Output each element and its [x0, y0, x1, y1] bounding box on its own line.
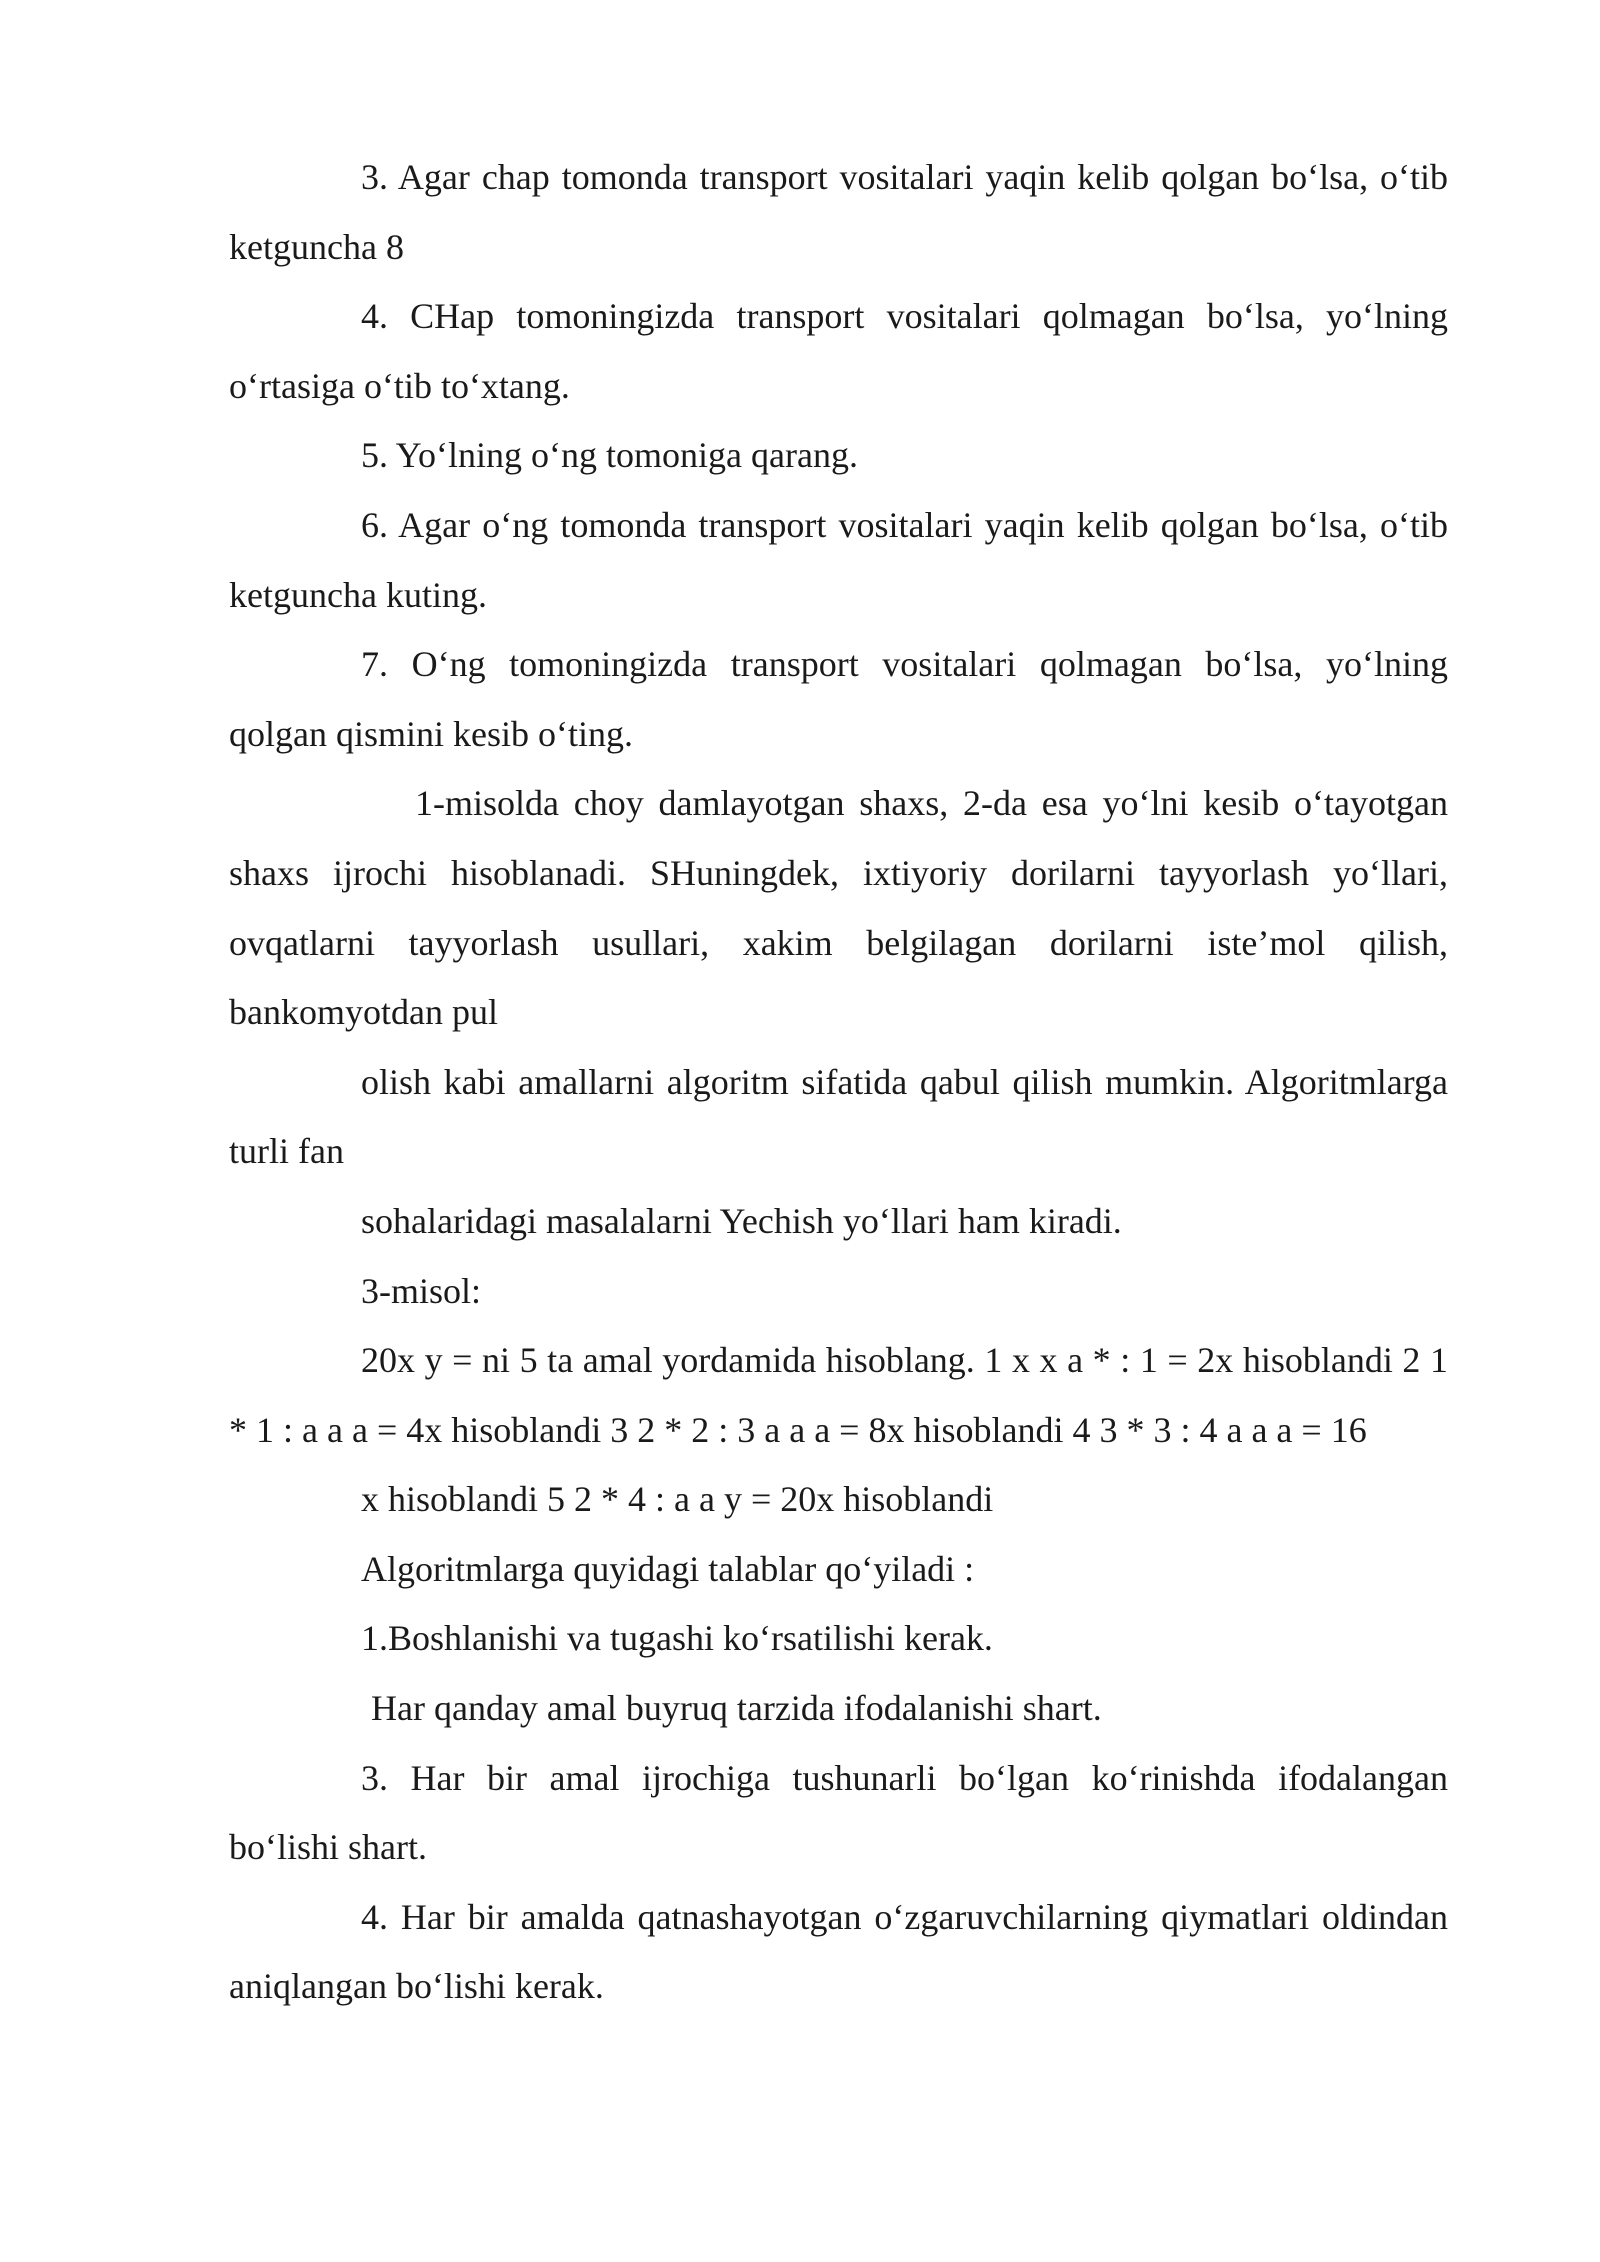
step-3-paragraph: 3. Agar chap tomonda transport vositalari yaqin kelib qolgan bo‘lsa, o‘tib ketguncha 8: [229, 157, 1448, 267]
example-3-heading: 3-misol:: [361, 1270, 482, 1311]
step-5-paragraph: 5. Yo‘lning o‘ng tomoniga qarang.: [361, 435, 858, 476]
fields-paragraph: sohalaridagi masalalarni Yechish yo‘llari ham kiradi.: [361, 1200, 1122, 1241]
document-page: [229, 143, 1448, 2022]
step-4-paragraph: 4. CHap tomoningizda transport vositalari qolmagan bo‘lsa, yo‘lning o‘rtasiga o‘tib to‘xtang.: [229, 296, 1448, 406]
requirement-4: 4. Har bir amalda qatnashayotgan o‘zgaruvchilarning qiymatlari oldindan aniqlangan bo‘lishi kerak.: [229, 1896, 1448, 2007]
requirement-3: 3. Har bir amal ijrochiga tushunarli bo‘lgan ko‘rinishda ifodalangan bo‘lishi shart.: [229, 1757, 1448, 1868]
example-3-result: x hisoblandi 5 2 * 4 : a a y = 20x hisoblandi: [361, 1479, 994, 1520]
example-3-computation: 20x y = ni 5 ta amal yordamida hisoblang. 1 x x a * : 1 = 2x hisoblandi 2 1 * 1 : a a a = 4x hisoblandi 3 2 * 2 : 3 a a a = 8x hisoblandi 4 3 * 3 : 4 a a a = 16: [229, 1340, 1448, 1450]
requirements-intro: Algoritmlarga quyidagi talablar qo‘yiladi :: [361, 1548, 975, 1589]
step-7-paragraph: 7. O‘ng tomoningizda transport vositalari qolmagan bo‘lsa, yo‘lning qolgan qismini kesib o‘ting.: [229, 644, 1448, 754]
algorithm-examples-paragraph: olish kabi amallarni algoritm sifatida qabul qilish mumkin. Algoritmlarga turli fan: [229, 1061, 1448, 1172]
executor-explanation-paragraph: 1-misolda choy damlayotgan shaxs, 2-da esa yo‘lni kesib o‘tayotgan shaxs ijrochi hisoblanadi. SHuningdek, ixtiyoriy dorilarni tayyorlash yo‘llari, ovqatlarni tayyorlash usullari, xakim belgilagan dorilarni iste’mol qilish, bankomyotdan pul: [229, 783, 1448, 1033]
step-6-paragraph: 6. Agar o‘ng tomonda transport vositalari yaqin kelib qolgan bo‘lsa, o‘tib ketguncha kuting.: [229, 504, 1448, 615]
requirement-2: Har qanday amal buyruq tarzida ifodalanishi shart.: [371, 1688, 1102, 1729]
requirement-1: 1.Boshlanishi va tugashi ko‘rsatilishi kerak.: [361, 1618, 993, 1659]
